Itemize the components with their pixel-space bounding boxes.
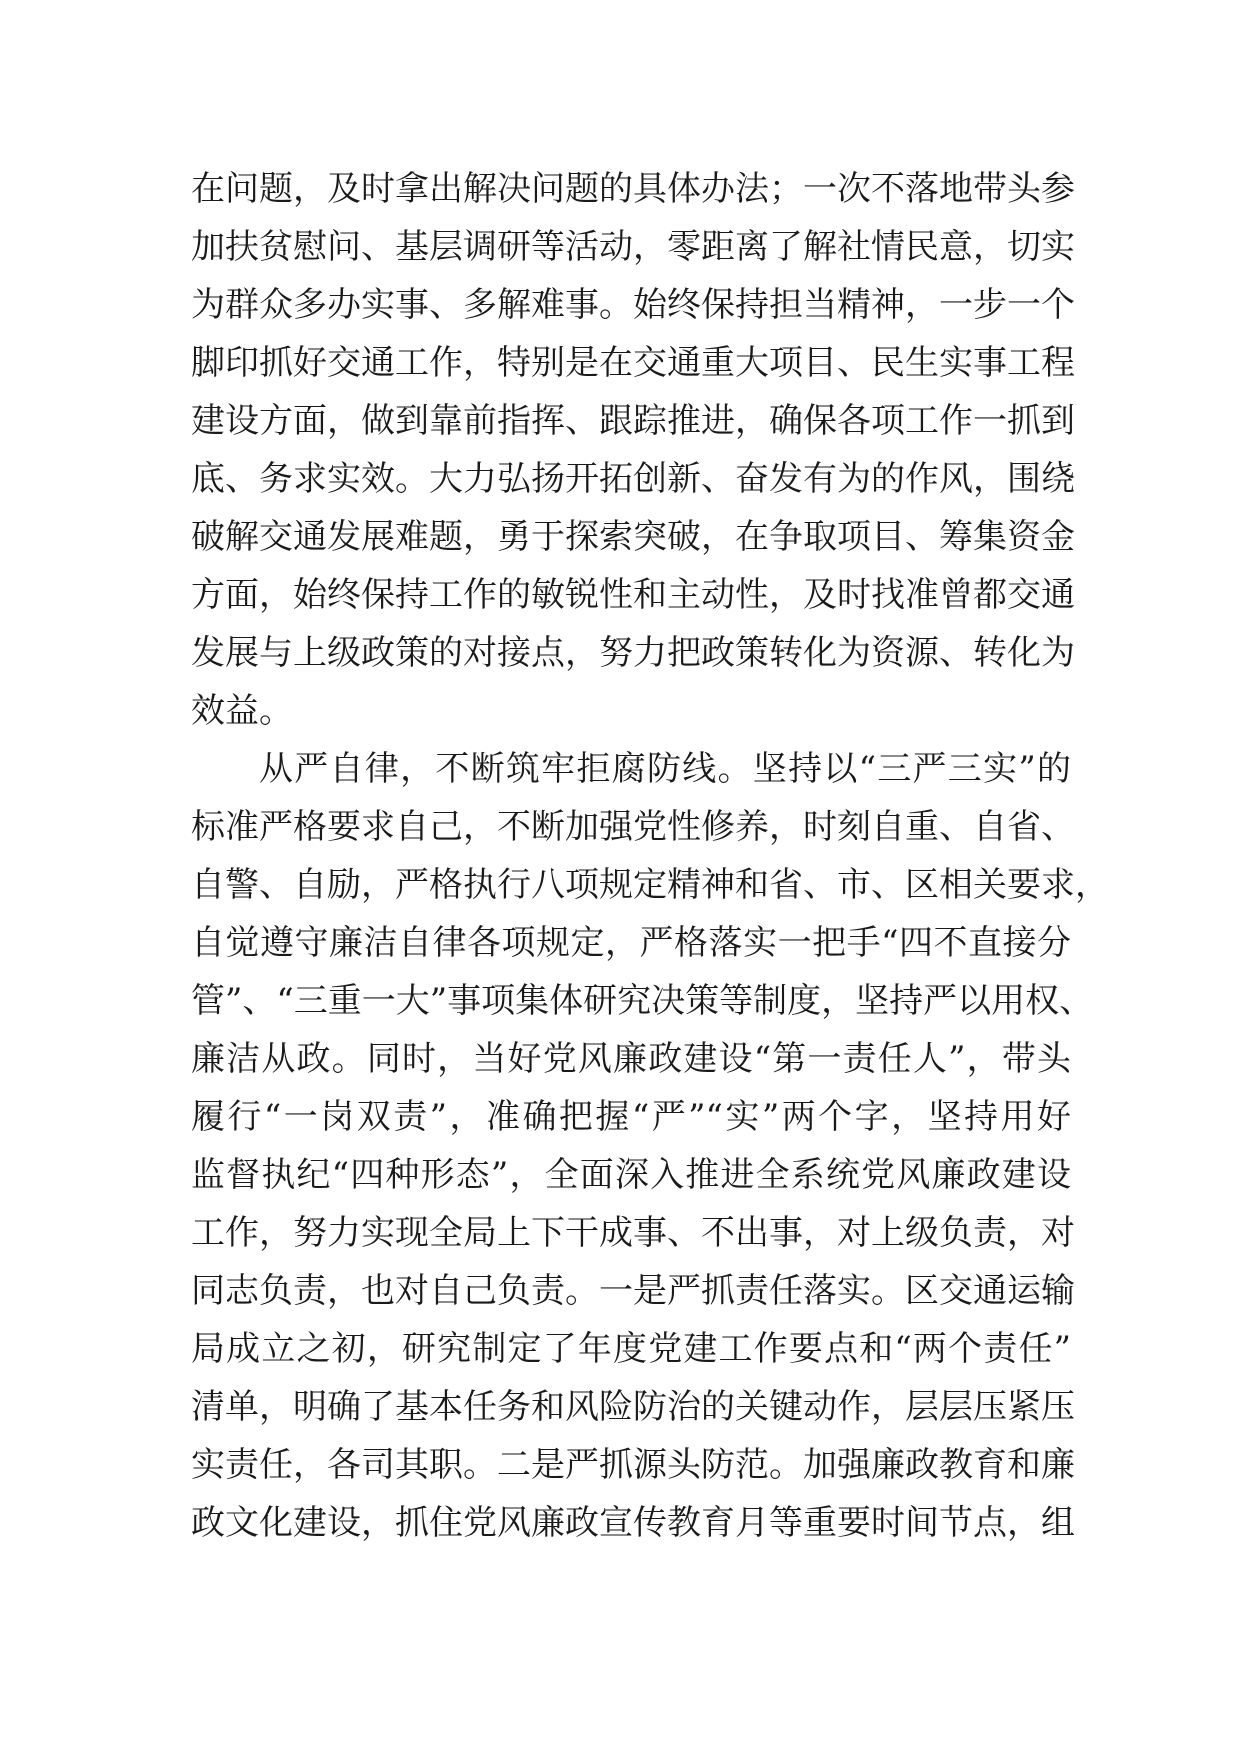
text-line: 效益。: [191, 691, 293, 731]
text-line: 清单，明确了基本任务和风险防治的关键动作，层层压紧压: [191, 1387, 1075, 1427]
paragraph-2: [191, 740, 1109, 1552]
text-line: 标准严格要求自己，不断加强党性修养，时刻自重、自省、: [191, 807, 1075, 847]
text-line: 发展与上级政策的对接点，努力把政策转化为资源、转化为: [191, 633, 1075, 673]
text-line: 破解交通发展难题，勇于探索突破，在争取项目、筹集资金: [191, 517, 1075, 557]
text-line: 脚印抓好交通工作，特别是在交通重大项目、民生实事工程: [191, 343, 1075, 383]
text-line: 加扶贫慰问、基层调研等活动，零距离了解社情民意，切实: [191, 227, 1075, 267]
text-line: 底、务求实效。大力弘扬开拓创新、奋发有为的作风，围绕: [191, 459, 1075, 499]
text-line: 在问题，及时拿出解决问题的具体办法；一次不落地带头参: [191, 169, 1075, 209]
text-line: 自警、自励，严格执行八项规定精神和省、市、区相关要求，: [191, 865, 1109, 905]
paragraph-1: [191, 160, 1075, 740]
text-line: 履行“一岗双责”，准确把握“严”“实”两个字，坚持用好: [191, 1097, 1071, 1137]
text-line: 廉洁从政。同时，当好党风廉政建设“第一责任人”，带头: [191, 1039, 1071, 1079]
text-line: 实责任，各司其职。二是严抓源头防范。加强廉政教育和廉: [191, 1445, 1075, 1485]
text-line: 为群众多办实事、多解难事。始终保持担当精神，一步一个: [191, 285, 1075, 325]
text-line: 政文化建设，抓住党风廉政宣传教育月等重要时间节点，组: [191, 1503, 1075, 1543]
text-line: 方面，始终保持工作的敏锐性和主动性，及时找准曾都交通: [191, 575, 1075, 615]
text-line: 局成立之初，研究制定了年度党建工作要点和“两个责任”: [191, 1329, 1071, 1369]
text-line: 管”、“三重一大”事项集体研究决策等制度，坚持严以用权、: [191, 981, 1094, 1021]
text-line: 建设方面，做到靠前指挥、跟踪推进，确保各项工作一抓到: [191, 401, 1075, 441]
text-line: 自觉遵守廉洁自律各项规定，严格落实一把手“四不直接分: [191, 923, 1071, 963]
text-line: 监督执纪“四种形态”，全面深入推进全系统党风廉政建设: [191, 1155, 1071, 1195]
text-line: 从严自律，不断筑牢拒腐防线。坚持以“三严三实”的: [259, 749, 1071, 789]
text-line: 同志负责，也对自己负责。一是严抓责任落实。区交通运输: [191, 1271, 1075, 1311]
body-text: [191, 160, 1109, 1552]
text-line: 工作，努力实现全局上下干成事、不出事，对上级负责，对: [191, 1213, 1075, 1253]
